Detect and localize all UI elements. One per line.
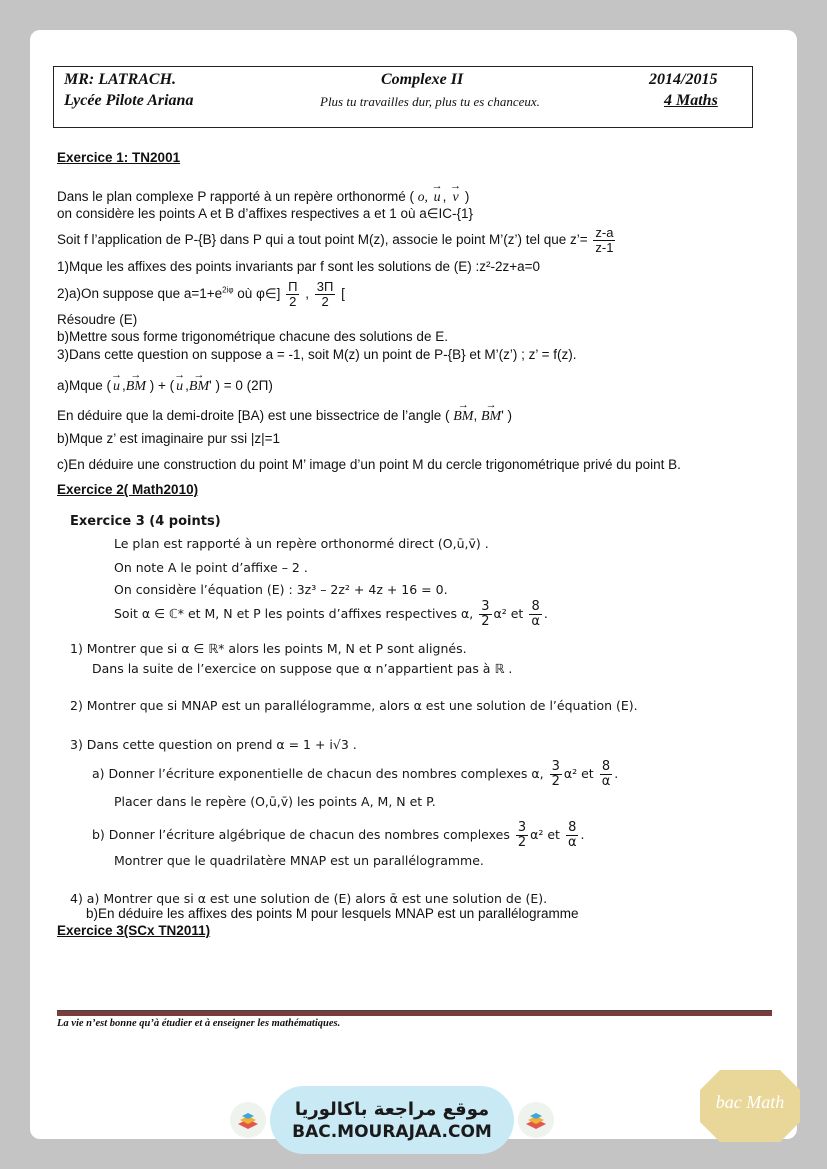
scan-part-3b [92, 821, 585, 850]
school-year: 2014/2015 [649, 71, 718, 88]
scan-line-3: On considère l’équation (E) : 3z³ – 2z² + 4z + 16 = 0. [114, 582, 448, 597]
fraction-3-over-2 [550, 760, 562, 789]
ex1-line-1-text: Dans le plan complexe P rapporté à un repère orthonormé ( [57, 189, 418, 204]
footer-quote: La vie n’est bonne qu’à étudier et à enseigner les mathématiques. [57, 1018, 341, 1029]
fraction-8-over-alpha [529, 600, 542, 629]
vector-u: → u [174, 369, 186, 394]
vector-bm-symbol: BM [480, 409, 502, 424]
question-4b: b)En déduire les affixes des points M pour lesquels MNAP est un parallélogramme [86, 906, 579, 921]
vector-bm-prime: → BM [188, 369, 210, 394]
q3a-end: ' ) = 0 (2Π) [209, 378, 273, 393]
motto: Plus tu travailles dur, plus tu es chanceux. [320, 94, 540, 109]
frac-den: 2 [551, 774, 560, 789]
exercise-1-title: Exercice 1: TN2001 [57, 150, 181, 165]
vector-v-symbol: v [452, 190, 459, 205]
scan-part-3a-end: . [614, 766, 619, 781]
class-level: 4 Maths [664, 92, 718, 109]
frac-num: 8 [568, 820, 577, 835]
frac-den: α [567, 835, 577, 850]
site-logo-right-icon [518, 1102, 554, 1138]
scan-part-3a-text: a) Donner l’écriture exponentielle de chacun des nombres complexes α, [92, 766, 544, 781]
question-3a: a)Mque ( → u , → BM ) + ( → u , → BM ' ) = 0 (2Π) [57, 369, 273, 394]
frac-num: 3 [481, 599, 490, 614]
scan-part-3a-2: Placer dans le repère (O,ū,v̄) les points A, M, N et P. [114, 794, 436, 809]
scan-part-3a [92, 760, 618, 789]
bac-math-badge [698, 1068, 802, 1144]
ex1-line-1: Dans le plan complexe P rapporté à un repère orthonormé ( o, → u , → v ) [57, 180, 470, 205]
badge-label: bac Math [715, 1092, 785, 1112]
q2a-interval-open: où φ∈] [233, 286, 285, 302]
resolve-e: Résoudre (E) [57, 312, 138, 327]
vector-bm: → BM [453, 399, 474, 424]
ex1-line-2: on considère les points A et B d’affixes respectives a et 1 où a∈IC-{1} [57, 206, 474, 221]
question-3c: c)En déduire une construction du point M’ image d’un point M du cercle trigonométrique privé du point B. [57, 457, 681, 472]
origin-label: o, [417, 189, 428, 204]
scan-part-1b: Dans la suite de l’exercice on suppose que α n’appartient pas à ℝ . [92, 661, 513, 676]
fraction-3-over-2 [479, 600, 491, 629]
scan-line-4-mid: α² et [493, 606, 524, 621]
frac-den: 2 [517, 835, 527, 850]
scan-line-2: On note A le point d’affixe – 2 . [114, 560, 308, 575]
scan-part-3b-mid: α² et [530, 827, 560, 842]
scan-part-3a-mid: α² et [563, 766, 594, 781]
scan-part-3b-text: b) Donner l’écriture algébrique de chacun des nombres complexes [92, 827, 510, 842]
ex1-line-1-close: ) [461, 189, 470, 204]
vector-u: → u [111, 369, 123, 394]
header-box [53, 66, 753, 128]
scan-part-2: 2) Montrer que si MNAP est un parallélogramme, alors α est une solution de l’équation (E). [70, 698, 638, 713]
vector-bm: → BM [125, 369, 147, 394]
q3a-text: a)Mque ( [57, 378, 112, 393]
scan-part-1: 1) Montrer que si α ∈ ℝ* alors les points M, N et P sont alignés. [70, 641, 467, 656]
vector-u-symbol: u [113, 379, 121, 394]
scan-line-1: Le plan est rapporté à un repère orthonormé direct (O,ū,v̄) . [114, 536, 489, 551]
frac-den: 2 [289, 294, 297, 309]
question-3-deduce: En déduire que la demi-droite [BA) est une bissectrice de l’angle ( → BM , → BM ' ) [57, 399, 513, 424]
exercise-3-title: Exercice 3(SCx TN2011) [57, 923, 211, 938]
q3a-plus: ) + ( [146, 378, 175, 393]
vector-u-symbol: u [433, 190, 441, 205]
frac-num: 3Π [316, 279, 334, 294]
ex1-line-3-text: Soit f l’application de P-{B} dans P qui a tout point M(z), associe le point M’(z’) tel que z’= [57, 232, 588, 248]
frac-num: 8 [531, 599, 540, 614]
book-icon [524, 1110, 548, 1130]
frac-den: α [531, 614, 540, 629]
vector-bm-symbol: BM [188, 379, 210, 394]
fraction-z-a-over-z-1 [593, 226, 615, 255]
scan-part-3b-2: Montrer que le quadrilatère MNAP est un parallélogramme. [114, 853, 484, 868]
footer-divider [57, 1010, 772, 1016]
scan-part-3: 3) Dans cette question on prend α = 1 + i√3 . [70, 737, 357, 752]
q3d-end: ' ) [501, 408, 513, 423]
question-3b: b)Mque z’ est imaginaire pur ssi |z|=1 [57, 431, 280, 446]
document-title: Complexe II [381, 71, 464, 88]
q3d-text: En déduire que la demi-droite [BA) est une bissectrice de l’angle ( [57, 408, 450, 423]
fraction-3pi-over-2 [315, 280, 336, 309]
ex1-line-3 [57, 226, 617, 255]
fraction-numerator: z-a [595, 225, 614, 240]
frac-den: 2 [481, 614, 490, 629]
site-banner[interactable] [270, 1086, 514, 1154]
scan-line-4-text: Soit α ∈ ℂ* et M, N et P les points d’affixes respectives α, [114, 606, 474, 621]
scan-title: Exercice 3 (4 points) [70, 514, 221, 529]
scan-part-3b-end: . [580, 827, 585, 842]
scan-part-4a: 4) a) Montrer que si α est une solution de (E) alors ᾱ est une solution de (E). [70, 891, 548, 906]
question-2b: b)Mettre sous forme trigonométrique chacune des solutions de E. [57, 329, 448, 344]
banner-url[interactable]: BAC.MOURAJAA.COM [292, 1121, 492, 1142]
frac-num: Π [288, 279, 298, 294]
school-name: Lycée Pilote Ariana [64, 92, 194, 109]
vector-bm-prime: → BM [480, 399, 502, 424]
frac-den: 2 [321, 294, 329, 309]
frac-num: 3 [517, 820, 527, 835]
fraction-8-over-alpha [600, 760, 613, 789]
site-logo-left-icon [230, 1102, 266, 1138]
vector-u-symbol: u [176, 379, 184, 394]
q2a-exponent: 2iφ [222, 285, 234, 295]
vector-v: → v [450, 180, 462, 205]
frac-num: 3 [551, 759, 560, 774]
fraction-3-over-2 [516, 821, 528, 850]
frac-den: α [601, 774, 611, 789]
fraction-denominator: z-1 [595, 240, 614, 255]
banner-arabic-title: موقع مراجعة باكالوريا [294, 1098, 490, 1120]
q2a-text: 2)a)On suppose que a=1+e [57, 286, 223, 302]
vector-bm-symbol: BM [453, 409, 474, 424]
book-icon [236, 1110, 260, 1130]
frac-num: 8 [601, 759, 611, 774]
fraction-8-over-alpha [566, 821, 579, 850]
q2a-comma: , [301, 286, 313, 302]
question-2a [57, 280, 345, 309]
teacher-name: MR: LATRACH. [64, 71, 177, 88]
scan-line-4-end: . [543, 606, 548, 621]
q2a-interval-close: [ [337, 286, 345, 302]
vector-u: → u [431, 180, 443, 205]
fraction-pi-over-2 [286, 280, 299, 309]
exercise-2-title: Exercice 2( Math2010) [57, 482, 199, 497]
scanned-exercise [62, 508, 702, 906]
question-3: 3)Dans cette question on suppose a = -1, soit M(z) un point de P-{B} et M’(z’) ; z’ = f(z). [57, 347, 577, 362]
vector-bm-symbol: BM [125, 379, 147, 394]
question-1: 1)Mque les affixes des points invariants par f sont les solutions de (E) :z²-2z+a=0 [57, 259, 540, 274]
scan-line-4 [114, 600, 548, 629]
